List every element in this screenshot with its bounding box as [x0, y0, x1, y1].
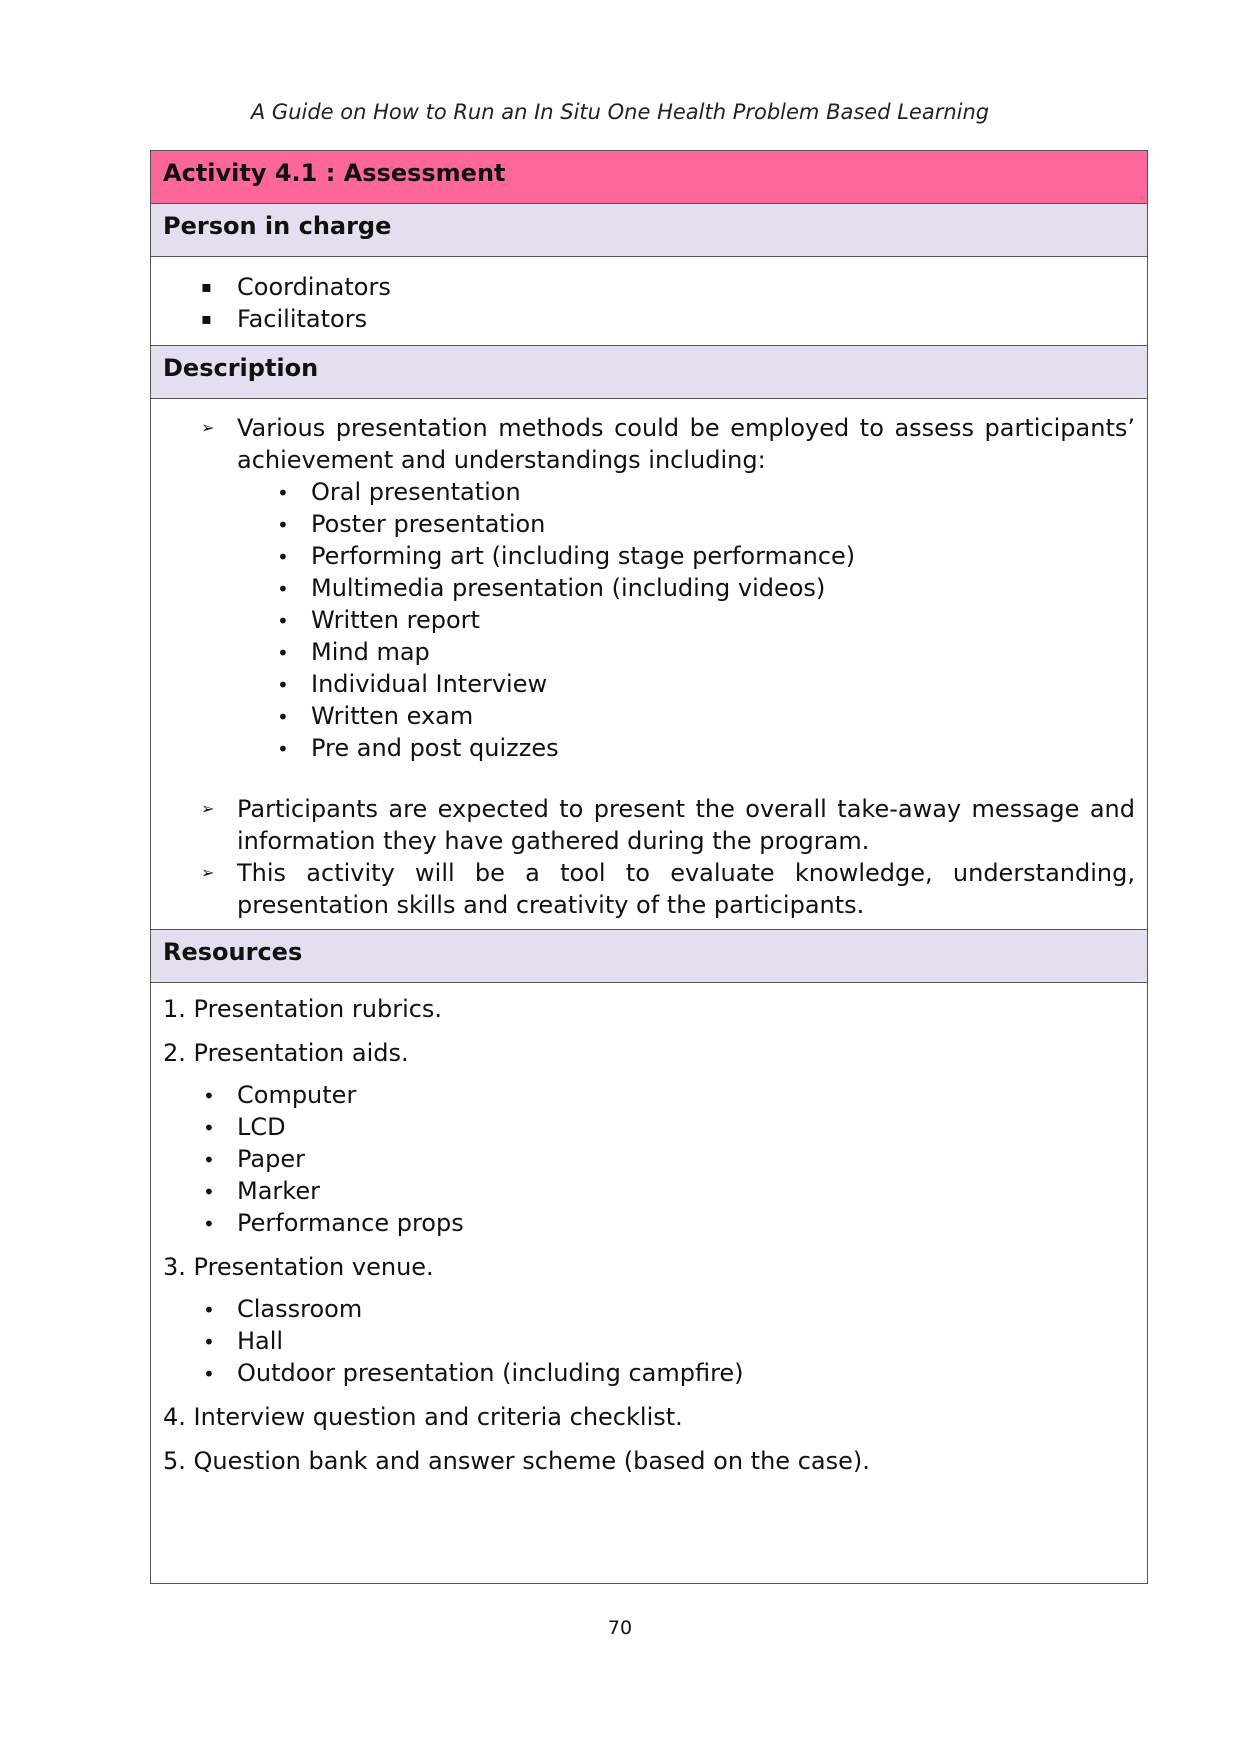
dot-bullet-icon: •	[203, 1330, 215, 1354]
running-head: A Guide on How to Run an In Situ One Health Problem Based Learning	[250, 100, 990, 124]
list-item: ▪ Coordinators	[201, 273, 391, 301]
dot-bullet-icon: •	[203, 1084, 215, 1108]
list-item: • Mind map	[311, 636, 1135, 668]
list-item: • Computer	[237, 1079, 1135, 1111]
dot-bullet-icon: •	[277, 513, 289, 537]
dot-bullet-icon: •	[277, 609, 289, 633]
description-intro: Various presentation methods could be employed to assess participants’ achievement and understandings including:	[237, 414, 1135, 474]
resource-item: 5. Question bank and answer scheme (based on the case).	[163, 1447, 870, 1475]
list-item: • Multimedia presentation (including videos)	[311, 572, 1135, 604]
dot-bullet-icon: •	[277, 737, 289, 761]
arrow-bullet-icon: ➢	[201, 799, 215, 818]
dot-bullet-icon: •	[203, 1180, 215, 1204]
list-item: • Poster presentation	[311, 508, 1135, 540]
list-item: • Hall	[237, 1325, 1135, 1357]
dot-bullet-icon: •	[203, 1116, 215, 1140]
square-bullet-icon: ▪	[201, 277, 212, 296]
description-heading: Description	[151, 346, 1147, 399]
square-bullet-icon: ▪	[201, 309, 212, 328]
methods-list	[237, 476, 1135, 764]
dot-bullet-icon: •	[277, 673, 289, 697]
page-number: 70	[607, 1617, 633, 1639]
resources-cell	[151, 983, 1147, 1583]
list-item: • Individual Interview	[311, 668, 1135, 700]
list-item: • Marker	[237, 1175, 1135, 1207]
dot-bullet-icon: •	[203, 1362, 215, 1386]
list-item: • Paper	[237, 1143, 1135, 1175]
dot-bullet-icon: •	[277, 545, 289, 569]
list-item: • Performance props	[237, 1207, 1135, 1239]
list-item: • LCD	[237, 1111, 1135, 1143]
dot-bullet-icon: •	[203, 1148, 215, 1172]
list-item: • Outdoor presentation (including campfire)	[237, 1357, 1135, 1389]
dot-bullet-icon: •	[277, 577, 289, 601]
person-in-charge-cell	[151, 257, 1147, 346]
resource-item: 4. Interview question and criteria checklist.	[163, 1403, 683, 1431]
activity-table	[150, 150, 1148, 1584]
person-in-charge-heading: Person in charge	[151, 204, 1147, 257]
resource-item: 1. Presentation rubrics.	[163, 995, 443, 1023]
list-item: • Oral presentation	[311, 476, 1135, 508]
list-item	[201, 412, 1135, 764]
person-list	[201, 271, 1147, 335]
list-item: ▪ Facilitators	[201, 305, 368, 333]
list-item: ➢ This activity will be a tool to evaluate knowledge, understanding, presentation skills and creativity of the participants.	[201, 859, 1135, 919]
arrow-bullet-icon: ➢	[201, 418, 215, 437]
dot-bullet-icon: •	[277, 641, 289, 665]
list-item: • Written exam	[311, 700, 1135, 732]
list-item: • Classroom	[237, 1293, 1135, 1325]
list-item: • Performing art (including stage performance)	[311, 540, 1135, 572]
venues-list	[163, 1293, 1135, 1389]
resource-item: 2. Presentation aids.	[163, 1039, 409, 1067]
dot-bullet-icon: •	[203, 1298, 215, 1322]
resources-heading: Resources	[151, 930, 1147, 983]
list-item: • Pre and post quizzes	[311, 732, 1135, 764]
dot-bullet-icon: •	[277, 705, 289, 729]
description-list	[201, 412, 1135, 921]
aids-list	[163, 1079, 1135, 1239]
dot-bullet-icon: •	[203, 1212, 215, 1236]
list-item: ➢ Participants are expected to present the overall take-away message and information they have gathered during the program.	[201, 795, 1135, 855]
activity-title: Activity 4.1 : Assessment	[151, 151, 1147, 204]
dot-bullet-icon: •	[277, 481, 289, 505]
arrow-bullet-icon: ➢	[201, 863, 215, 882]
description-cell	[151, 399, 1147, 930]
list-item: • Written report	[311, 604, 1135, 636]
resource-item: 3. Presentation venue.	[163, 1253, 434, 1281]
